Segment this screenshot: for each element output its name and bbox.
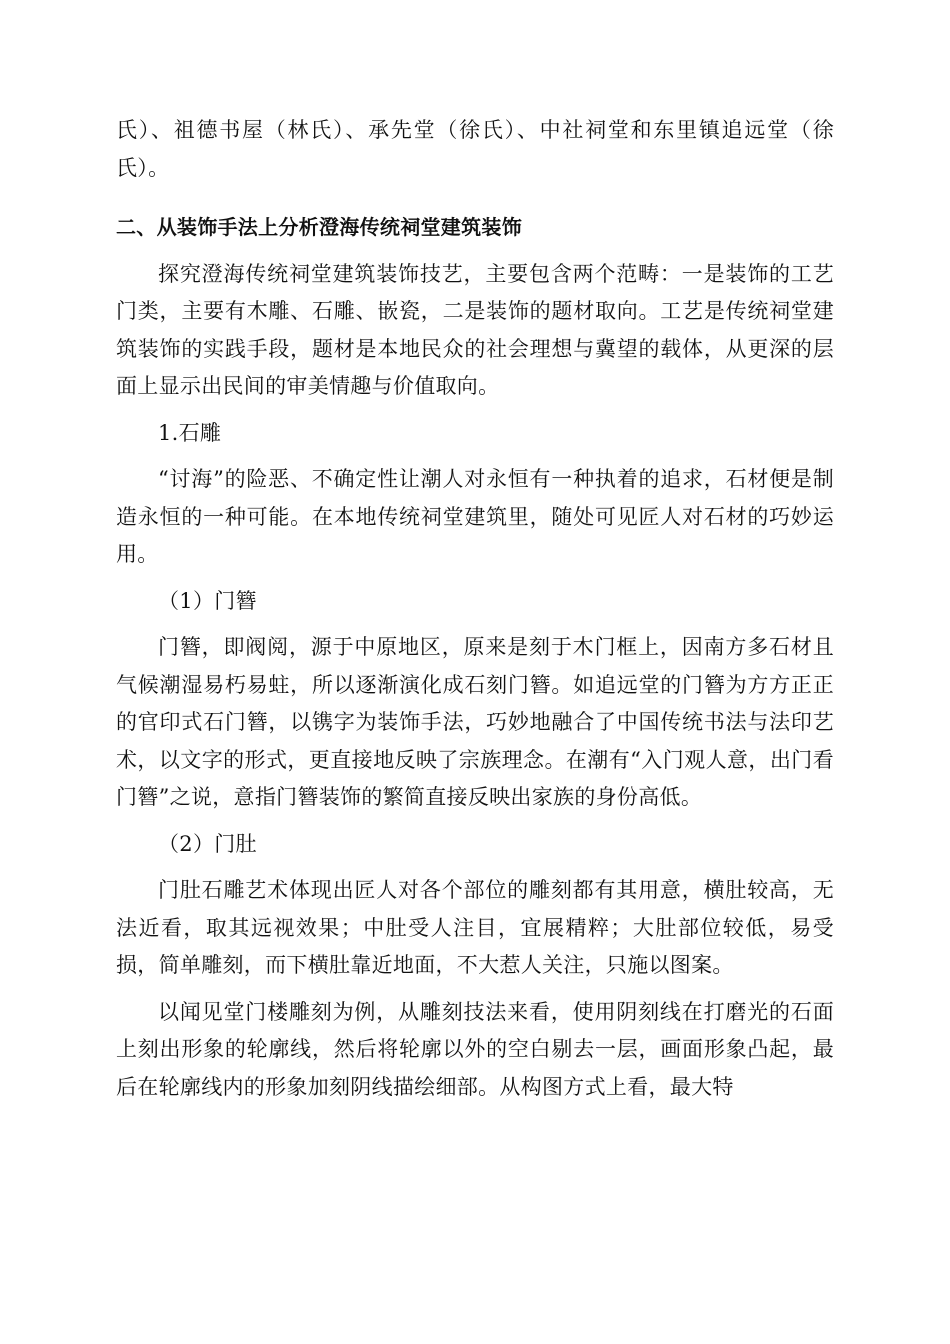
door-plaque-paragraph: 门簪，即阀阅，源于中原地区，原来是刻于木门框上，因南方多石材且气候潮湿易朽易蛀，所以逐渐演化成石刻门簪。如追远堂的门簪为方方正正的官印式石门簪，以镌字为装饰手法，巧妙地融合了中国传统书法与法印艺术，以文字的形式，更直接地反映了宗族理念。在潮有“入门观人意，出门看门簪”之说，意指门簪装饰的繁简直接反映出家族的身份高低。 [116,635,834,809]
intro-continuation-paragraph: 氏）、祖德书屋（林氏）、承先堂（徐氏）、中社祠堂和东里镇追远堂（徐氏）。 [116,118,834,180]
door-plaque-subheading: （1）门簪 [158,588,257,613]
wenjiantang-paragraph: 以闻见堂门楼雕刻为例，从雕刻技法来看，使用阴刻线在打磨光的石面上刻出形象的轮廓线，然后将轮廓以外的空白剔去一层，画面形象凸起，最后在轮廓线内的形象加刻阴线描绘细部。从构图方式上看，最大特 [116,999,834,1099]
document-page [116,112,834,1106]
stone-carving-subheading: 1.石雕 [158,420,222,445]
techniques-paragraph: 探究澄海传统祠堂建筑装饰技艺，主要包含两个范畴：一是装饰的工艺门类，主要有木雕、石雕、嵌瓷，二是装饰的题材取向。工艺是传统祠堂建筑装饰的实践手段，题材是本地民众的社会理想与冀望的载体，从更深的层面上显示出民间的审美情趣与价值取向。 [116,261,834,398]
door-belly-paragraph: 门肚石雕艺术体现出匠人对各个部位的雕刻都有其用意，横肚较高，无法近看，取其远视效果；中肚受人注目，宜展精粹；大肚部位较低，易受损，简单雕刻，而下横肚靠近地面，不大惹人关注，只施以图案。 [116,878,834,977]
door-belly-subheading: （2）门肚 [158,831,257,856]
stone-carving-paragraph: “讨海”的险恶、不确定性让潮人对永恒有一种执着的追求，石材便是制造永恒的一种可能。在本地传统祠堂建筑里，随处可见匠人对石材的巧妙运用。 [116,467,834,566]
section-heading: 二、从装饰手法上分析澄海传统祠堂建筑装饰 [116,215,522,239]
